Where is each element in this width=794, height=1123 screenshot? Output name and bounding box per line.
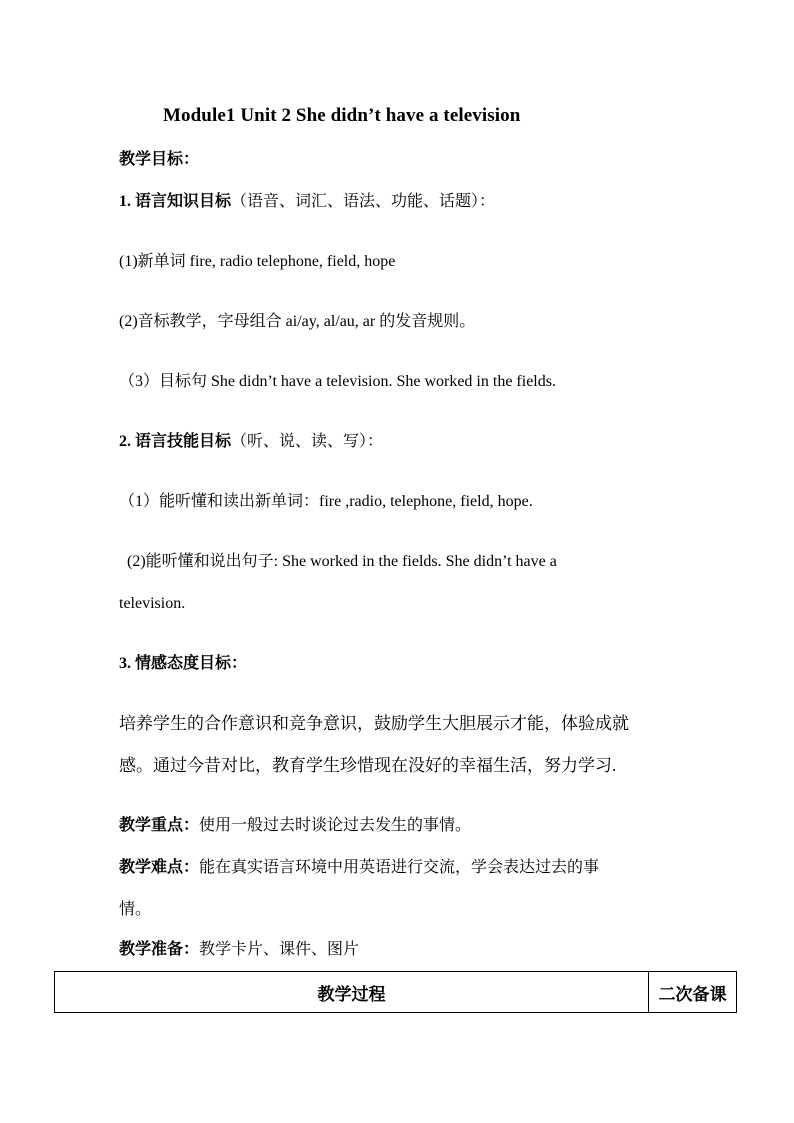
objectives-heading: 教学目标： <box>119 151 200 168</box>
process-table <box>54 971 737 1013</box>
s1-item-1: (1)新单词 fire, radio telephone, field, hope <box>119 253 396 270</box>
section-1-label: 1. 语言知识目标 <box>119 193 232 210</box>
section-2-detail: （听、说、读、写）： <box>231 433 384 450</box>
difficulty <box>119 858 599 878</box>
preparation <box>119 940 359 960</box>
difficulty-label: 教学难点： <box>119 859 200 876</box>
section-3-heading: 3. 情感态度目标： <box>119 655 248 672</box>
key-point <box>119 816 471 836</box>
lesson-title: Module1 Unit 2 She didn’t have a television <box>163 105 521 126</box>
section-2-heading <box>119 432 383 452</box>
section-2-label: 2. 语言技能目标 <box>119 433 232 450</box>
preparation-label: 教学准备： <box>119 941 200 958</box>
section-1-detail: （语音、词汇、语法、功能、话题）： <box>231 193 496 210</box>
table-header-second-prep: 二次备课 <box>658 984 727 1004</box>
s1-item-3: （3）目标句 She didn’t have a television. She worked in the fields. <box>119 373 556 390</box>
key-point-label: 教学重点： <box>119 817 200 834</box>
s1-item-2: (2)音标教学，字母组合 ai/ay, al/au, ar 的发音规则。 <box>119 313 476 330</box>
s3-text-line-2: 感。通过今昔对比，教育学生珍惜现在没好的幸福生活，努力学习. <box>119 756 617 775</box>
section-1-heading <box>119 192 495 212</box>
table-header-process: 教学过程 <box>55 972 649 1012</box>
preparation-text: 教学卡片、课件、图片 <box>199 941 360 958</box>
s2-item-2: (2)能听懂和说出句子: She worked in the fields. She didn’t have a <box>127 553 557 570</box>
difficulty-text-continued: 情。 <box>119 901 152 918</box>
s2-item-2-continued: television. <box>119 595 186 612</box>
s2-item-1: （1）能听懂和读出新单词：fire ,radio, telephone, field, hope. <box>119 493 533 510</box>
s3-text-line-1: 培养学生的合作意识和竞争意识，鼓励学生大胆展示才能，体验成就 <box>119 714 629 733</box>
key-point-text: 使用一般过去时谈论过去发生的事情。 <box>199 817 472 834</box>
difficulty-text: 能在真实语言环境中用英语进行交流，学会表达过去的事 <box>199 859 600 876</box>
